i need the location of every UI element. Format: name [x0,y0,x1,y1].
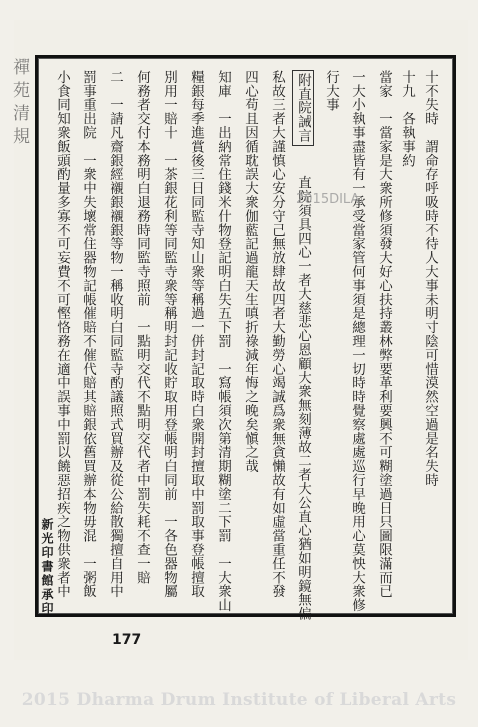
heading-box: 附直院誡言 [292,70,314,146]
text-column-12: 何務者交付本務明白退務時同監寺照前 一點明交代不點明交代者中罰失耗不查一賠 [134,70,150,585]
text-column-7: 私故三者大謹慎心安分守己無放肆故四者大勤勞心竭誠爲衆無貪懶故有如虛當重任不發 [269,70,285,599]
text-column-15: 小食同知衆飯頭酌量多寡不可妄費不可慳恪務在適中誤事中罰以饒惡招疾之物供衆者中 [54,70,70,599]
text-column-10: 糧銀每季進賞後三日同監寺知山衆等稱過一併封記取時白衆開封擅取中罰取事登帳擅取 [188,70,204,599]
text-column-1: 十不失時 謂命存呼吸時不待人大事未明寸陰可惜漠然空過是名失時 [422,70,438,487]
text-column-8: 四心苟且因循耽誤大衆伽藍記過龍天生嗔折祿減年悔之晚矣愼之哉 [242,70,258,474]
text-column-13: 二 一請凡齋銀經襯銀襯銀等物一稱收明白同監寺酌議照式買辦及從公給散獨擅自用中 [107,70,123,599]
footer-watermark: 2015 Dharma Drum Institute of Liberal Arts [21,690,457,710]
text-column-11: 別用一賠十 一茶銀花利等同監寺衆等稱明封記收貯取用登帳明白同前 一各色器物屬 [161,70,177,599]
text-column-14: 罰事重出院 一衆中失壞常住器物記帳催賠不催代賠其賠銀依舊買辦本物毋混 一粥飯 [80,70,96,599]
text-column-2: 十九 各執事約 [399,70,415,168]
text-column-6 [294,70,314,621]
publisher-mark: 新光印書館承印 [40,518,54,616]
text-column-3: 當家 一當家是大衆所修須發大好心扶持叢林弊要革利要興不可糊塗過日只圖限滿而已 [376,70,392,599]
inner-watermark: 2015DILA [296,192,360,207]
text-column-4: 一大小執事盡皆有一承受當家管何事須是總理一切時時覺察處處巡行早晚用心莫怏大衆修 [349,70,365,613]
text-column-6-body: 直院須具四心一者大慈悲心恩顧大衆無刻薄故二者大公直心猶如明鏡無偏 [295,161,311,621]
book-title-margin: 禪苑清規 [9,58,29,150]
text-column-9: 知庫 一出納常住錢米什物登記明白失五下罰 一寫帳須次第清期糊塗二下罰 一大衆山 [215,70,231,613]
page-number: 177 [112,632,142,648]
text-column-5: 行大事 [323,70,339,112]
